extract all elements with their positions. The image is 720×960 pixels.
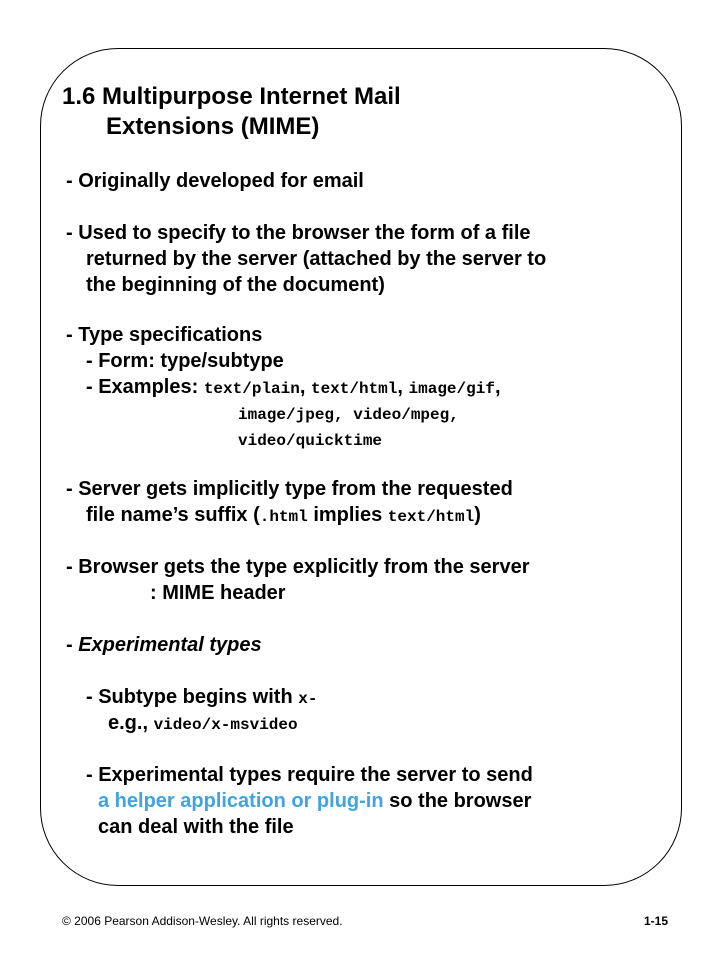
bullet-purpose-line-1: - Used to specify to the browser the form of a file — [66, 222, 531, 244]
examples-separator-2: , — [397, 376, 409, 398]
sub-bullet-x-prefix — [86, 684, 317, 712]
examples-line-2: image/jpeg, video/mpeg, — [238, 406, 459, 424]
bullet-purpose-line-3: the beginning of the document) — [86, 274, 385, 296]
examples-separator-3: , — [494, 376, 501, 398]
sub-bullet-helper-line-2 — [98, 788, 531, 814]
bullet-browser-explicit: - Browser gets the type explicitly from the server — [66, 556, 530, 578]
suffix-text: file name’s suffix ( — [86, 504, 260, 526]
title-line-2: Extensions (MIME) — [106, 113, 320, 140]
helper-rest-text: so the browser — [383, 790, 532, 812]
example-text-plain: text/plain — [203, 380, 300, 398]
bullet-server-implicit: - Server gets implicitly type from the requested — [66, 478, 513, 500]
examples-label: - Examples — [86, 376, 192, 398]
helper-plugin-link[interactable]: a helper application or plug-in — [98, 790, 384, 812]
sub-bullet-examples — [86, 374, 501, 402]
bullet-purpose-line-2: returned by the server (attached by the server to — [86, 248, 547, 270]
bullet-type-specs: - Type specifications — [66, 324, 263, 346]
slide-title — [62, 82, 401, 142]
example-text-html: text/html — [310, 380, 398, 398]
suffix-code-text-html: text/html — [387, 508, 475, 526]
bullet-experimental — [66, 632, 262, 658]
example-image-gif: image/gif — [408, 380, 495, 398]
examples-separator-1: , — [299, 376, 311, 398]
sub-bullet-form: - Form: type/subtype — [86, 350, 284, 372]
implies-text: implies — [307, 504, 388, 526]
examples-colon: : — [191, 376, 204, 398]
suffix-code-html: .html — [259, 508, 308, 526]
experimental-heading: Experimental types — [78, 634, 262, 656]
subtype-text: - Subtype begins with — [86, 686, 299, 708]
sub-bullet-helper-line-3: can deal with the file — [98, 816, 294, 838]
bullet-server-implicit-line-2 — [86, 502, 481, 530]
eg-text: e.g., — [108, 712, 154, 734]
footer-copyright: © 2006 Pearson Addison-Wesley. All rights reserved. — [62, 914, 343, 928]
bullet-origin: - Originally developed for email — [66, 170, 364, 192]
experimental-dash: - — [66, 634, 79, 656]
title-line-1: 1.6 Multipurpose Internet Mail — [62, 83, 401, 110]
eg-code: video/x-msvideo — [153, 716, 298, 734]
sub-bullet-helper-line-1: - Experimental types require the server to send — [86, 764, 533, 786]
sub-bullet-example — [108, 710, 298, 738]
page-number: 1-15 — [644, 914, 669, 928]
close-paren: ) — [474, 504, 481, 526]
bullet-browser-explicit-line-2: : MIME header — [150, 582, 286, 604]
x-prefix-code: x- — [298, 690, 318, 708]
examples-line-3: video/quicktime — [238, 432, 383, 450]
